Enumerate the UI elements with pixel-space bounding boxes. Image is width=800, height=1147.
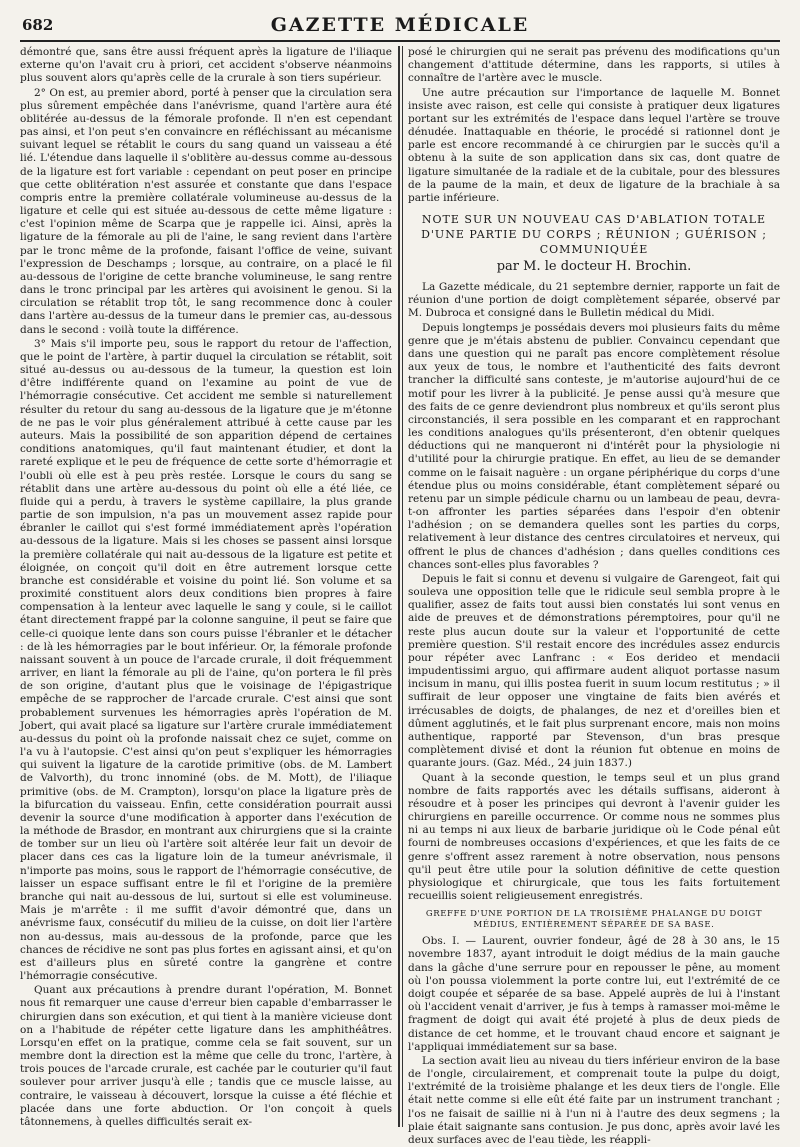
journal-title: GAZETTE MÉDICALE [270,14,530,36]
column-divider-thin [402,46,403,1127]
paragraph: Quant aux précautions à prendre durant l'opération, M. Bonnet nous fit remarquer une cause d'erreur bien capable d'embarrasser le chirurgien dans son exécution, et qui tient à la manière vicieuse dont on a l'habitude de répéter cette ligature dans les amphithéâtres. Lorsqu'en effet on la pratique, comme cela se fait souvent, sur un membre dont la direction est la même que celle du tronc, l'artère, à trois pouces de l'arcade crurale, est cachée par le couturier qu'il faut soulever pour arriver jusqu'à elle ; tandis que ce muscle laisse, au contraire, le vaisseau à découvert, lorsque la cuisse a été fléchie et placée dans une forte abduction. Or l'on conçoit à quels tâtonnemens, à quelles difficultés serait ex- [20,984,392,1128]
paragraph: démontré que, sans être aussi fréquent après la ligature de l'iliaque externe qu'on l'avait cru à priori, cet accident s'observe néanmoins plus souvent alors qu'après celle de la crurale à son tiers supérieur. [20,46,392,85]
page-number: 682 [22,16,54,34]
article-title-text: NOTE SUR UN NOUVEAU CAS D'ABLATION TOTALE D'UNE PARTIE DU CORPS ; RÉUNION ; GUÉRISON ; COMMUNIQUÉE [421,213,767,256]
article-author: par M. le docteur H. Brochin. [496,258,692,274]
column-divider [398,46,400,1127]
article-title [408,213,780,275]
observation-heading: GREFFE D'UNE PORTION DE LA TROISIÈME PHALANGE DU DOIGT MÉDIUS, ENTIÈREMENT SÉPARÉE DE SA BASE. [425,909,763,931]
paragraph: 2° On est, au premier abord, porté à penser que la circulation sera plus sûrement empêchée dans l'anévrisme, quand l'artère aura été oblitérée au-dessus de la fémorale profonde. Il n'en est cependant pas ainsi, et l'on peut s'en convaincre en réfléchissant au mécanisme suivant lequel se rétablit le cours du sang quand un vaisseau a été lié. L'étendue dans laquelle il s'oblitère au-dessus comme au-dessous de la ligature est fort variable : cependant on peut poser en principe que cette oblitération n'est assurée et constante que dans l'espace compris entre la première collatérale volumineuse au-dessus de la ligature et celle qui est située au-dessous de cette même ligature : c'est l'opinion même de Scarpa que je rappelle ici. Ainsi, après la ligature de la fémorale au pli de l'aine, le sang revient dans l'artère par le tronc même de la profonde, faisant l'office de veine, suivant l'expression de Deschamps ; lorsque, au contraire, on a placé le fil au-dessous de l'origine de cette branche volumineuse, le sang rentre dans le tronc principal par les artères qui avoisinent le genou. Si la circulation se rétablit trop tôt, le sang recommence donc à couler dans l'artère au-dessus de la tumeur dans le premier cas, au-dessous dans le second : voilà toute la différence. [20,86,392,336]
paragraph: Depuis longtemps je possédais devers moi plusieurs faits du même genre que je m'étais abstenu de publier. Convaincu cependant que dans une question qui ne paraît pas encore complètement résolue aux yeux de tous, le nombre et l'authenticité des faits devront trancher la difficulté sans conteste, je m'autorise aujourd'hui de ce motif pour les livrer à la publicité. Je pense aussi qu'à mesure que des faits de ce genre deviendront plus nombreux et qu'ils seront plus circonstanciés, il sera possible en les comparant et en rapprochant les conditions analogues qu'ils présenteront, d'en obtenir quelques déductions qui ne manqueront ni d'intérêt pour la physiologie ni d'utilité pour la chirurgie pratique. En effet, au lieu de se demander comme on le faisait naguère : un organe périphérique du corps d'une étendue plus ou moins considérable, étant complètement séparé ou retenu par un simple pédicule charnu ou un lambeau de peau, devra-t-on affronter les parties séparées dans l'espoir d'en obtenir l'adhésion ; on se demandera quelles sont les parties du corps, relativement à leur distance des centres circulatoires et nerveux, qui offrent le plus de chances d'adhésion ; dans quelles conditions ces chances sont-elles plus favorables ? [408,321,780,571]
paragraph: Obs. I. — Laurent, ouvrier fondeur, âgé de 28 à 30 ans, le 15 novembre 1837, ayant introduit le doigt médius de la main gauche dans la gâche d'une serrure pour en repousser le pêne, au moment où l'on poussa violemment la porte contre lui, eut l'extrémité de ce doigt coupée et séparée de sa base. Appelé auprès de lui à l'instant où l'accident venait d'arriver, je fus à temps à ramasser moi-même le fragment de doigt qui avait été projeté à plus de deux pieds de distance de cet homme, et le trouvant chaud encore et saignant je l'appliquai immédiatement sur sa base. [408,935,780,1053]
paragraph: La Gazette médicale, du 21 septembre dernier, rapporte un fait de réunion d'une portion de doigt complètement séparée, observé par M. Dubroca et consigné dans le Bulletin médical du Midi. [408,281,780,320]
text-columns [20,46,780,1146]
left-column [20,46,392,1127]
page-header [20,14,780,42]
paragraph: La section avait lieu au niveau du tiers inférieur environ de la base de l'ongle, circulairement, et comprenait toute la pulpe du doigt, l'extrémité de la troisième phalange et les deux tiers de l'ongle. Elle était nette comme si elle eût été faite par un instrument tranchant ; l'os ne faisait de saillie ni à l'un ni à l'autre des deux segmens ; la plaie était saignante sans contusion. Je pus donc, après avoir lavé les deux surfaces avec de l'eau tiède, les réappli- [408,1054,780,1146]
paragraph: posé le chirurgien qui ne serait pas prévenu des modifications qu'un changement d'attitude détermine, dans les rapports, si utiles à connaître de l'artère avec le muscle. [408,46,780,85]
paragraph: Quant à la seconde question, le temps seul et un plus grand nombre de faits rapportés avec les détails suffisans, aideront à résoudre et à poser les principes qui devront à l'avenir guider les chirurgiens en pareille occurrence. Or comme nous ne sommes plus ni au temps ni aux lieux de barbarie juridique où le Code pénal eût fourni de nombreuses occasions d'expériences, et que les faits de ce genre s'offrent assez rarement à notre observation, nous pensons qu'il peut être utile pour la solution définitive de cette question physiologique et chirurgicale, que tous les faits fortuitement recueillis soient religieusement enregistrés. [408,771,780,903]
paragraph: Une autre précaution sur l'importance de laquelle M. Bonnet insiste avec raison, est celle qui consiste à pratiquer deux ligatures portant sur les extrémités de l'espace dans lequel l'artère se trouve dénudée. Inattaquable en théorie, le procédé si rationnel dont je parle est encore recommandé à ce chirurgien par le succès qu'il a obtenu à la suite de son application dans six cas, dont quatre de ligature simultanée de la radiale et de la cubitale, pour des blessures de la paume de la main, et deux de ligature de la brachiale à sa partie inférieure. [408,86,780,204]
paragraph: 3° Mais s'il importe peu, sous le rapport du retour de l'affection, que le point de l'artère, à partir duquel la circulation se rétablit, soit situé au-dessus ou au-dessous de la tumeur, la question est loin d'être indifférente quand on l'examine au point de vue de l'hémorragie consécutive. Cet accident me semble si naturellement résulter du retour du sang au-dessous de la ligature que je m'étonne de ne pas le voir plus généralement attribué à cette cause par les auteurs. Mais la possibilité de son apparition dépend de certaines conditions anatomiques, qu'il faut maintenant étudier, et dont la rareté explique et le peu de fréquence de cette sorte d'hémorragie et l'oubli où elle est à peu près restée. Lorsque le cours du sang se rétablit dans une artère au-dessous du point où elle a été liée, ce fluide qui a perdu, à travers le système capillaire, la plus grande partie de son impulsion, n'a pas un mouvement assez rapide pour ébranler le caillot qui s'est formé immédiatement après l'opération au-dessous de la ligature. Mais si les choses se passent ainsi lorsque la première collatérale qui nait au-dessous de la ligature est petite et éloignée, on conçoit qu'il doit en être autrement lorsque cette branche est considérable et voisine du point lié. Son volume et sa proximité constituent alors deux conditions bien propres à faire compensation à la lenteur avec laquelle le sang y coule, si le caillot étant directement frappé par la colonne sanguine, il peut se faire que celle-ci quoique lente dans son cours puisse l'ébranler et le détacher : de là les hémorragies par le bout inférieur. Or, la fémorale profonde naissant souvent à un pouce de l'arcade crurale, il doit fréquemment arriver, en liant la fémorale au pli de l'aine, qu'on portera le fil près de son origine, d'autant plus que le voisinage de l'épigastrique empêche de se rapprocher de l'arcade crurale. C'est ainsi que sont probablement survenues les hémorragies après l'opération de M. Jobert, qui avait placé sa ligature sur l'artère crurale immédiatement au-dessus du point où la profonde naissait chez ce sujet, comme on l'a vu à l'autopsie. C'est ainsi qu'on peut s'expliquer les hémorragies qui suivent la ligature de la carotide primitive (obs. de M. Lambert de Valvorth), du tronc innominé (obs. de M. Mott), de l'iliaque primitive (obs. de M. Crampton), lorsqu'on place la ligature près de la bifurcation du vaisseau. Enfin, cette considération pourrait aussi devenir la source d'une modification à apporter dans l'exécution de la méthode de Brasdor, en montrant aux chirurgiens que si la crainte de tomber sur un lieu où l'artère soit altérée leur fait un devoir de placer dans ces cas la ligature loin de la tumeur anévrismale, il n'importe pas moins, sous le rapport de l'hémorragie consécutive, de laisser un espace suffisant entre le fil et l'origine de la première branche qui nait au-dessous de lui, surtout si elle est volumineuse. Mais je m'arrête : il me suffit d'avoir démontré que, dans un anévrisme faux, consécutif du milieu de la cuisse, on doit lier l'artère non au-dessus, mais au-dessous de la profonde, parce que les chances de récidive ne sont pas plus fortes en agissant ainsi, et qu'on est d'ailleurs plus en sûreté contre la gangrène et contre l'hémorragie consécutive. [20,337,392,983]
right-column [408,46,780,1146]
paragraph: Depuis le fait si connu et devenu si vulgaire de Garengeot, fait qui souleva une opposition telle que le ridicule seul sembla propre à le qualifier, assez de faits tout aussi bien constatés lui sont venus en aide de preuves et de démonstrations péremptoires, pour qu'il ne reste plus aucun doute sur la valeur et l'opportunité de cette première question. S'il restait encore des incrédules assez endurcis pour répéter avec Lanfranc : « Eos derideo et mendacii impudentissimi arguo, qui affirmare audent aliquot portasse nasum incisum in manu, qui illis postea fuerit in suum locum restitutus ; » il suffirait de leur opposer une vingtaine de faits bien avérés et irrécusables de doigts, de phalanges, de nez et d'oreilles bien et dûment agglutinés, et le fait plus surprenant encore, mais non moins authentique, rapporté par Stevenson, d'un bras presque complètement divisé et dont la réunion fut obtenue en moins de quarante jours. (Gaz. Méd., 24 juin 1837.) [408,572,780,770]
